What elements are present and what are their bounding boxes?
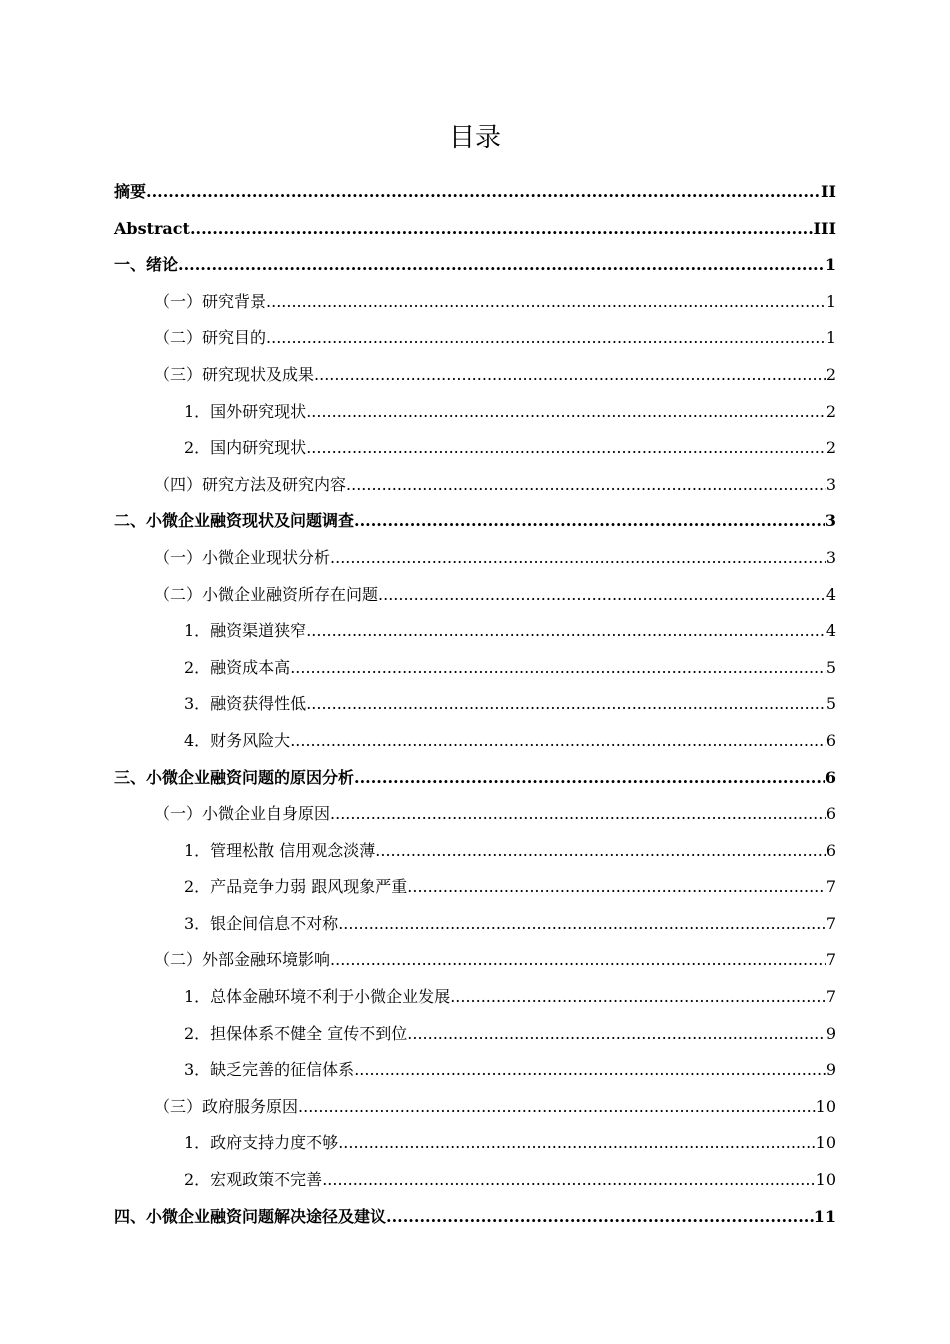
toc-entry[interactable]	[114, 211, 836, 248]
toc-entry-title: （四）研究方法及研究内容	[154, 474, 347, 494]
toc-entry-page: 5	[825, 657, 836, 677]
toc-entry[interactable]	[114, 686, 836, 723]
toc-entry-page: 9	[825, 1023, 836, 1043]
toc-dot-leader	[306, 430, 826, 467]
toc-entry-page: 6	[825, 840, 836, 860]
toc-entry-title: 2．担保体系不健全 宣传不到位	[184, 1023, 408, 1043]
toc-dot-leader	[178, 247, 825, 284]
toc-entry[interactable]	[114, 577, 836, 614]
toc-dot-leader	[306, 394, 826, 431]
toc-dot-leader	[266, 320, 826, 357]
toc-entry[interactable]	[114, 979, 836, 1016]
toc-entry-page: 6	[824, 767, 836, 787]
toc-dot-leader	[450, 979, 826, 1016]
toc-entry-page: 5	[825, 694, 836, 714]
toc-entry-title: 2．产品竞争力弱 跟风现象严重	[184, 877, 408, 897]
toc-entry-page: 4	[825, 621, 836, 641]
toc-entry-page: 2	[825, 401, 836, 421]
toc-entry-page: 1	[824, 255, 836, 275]
toc-entry[interactable]	[114, 174, 836, 211]
toc-entry-title: 3．缺乏完善的征信体系	[184, 1060, 355, 1080]
toc-entry[interactable]	[114, 540, 836, 577]
toc-entry[interactable]	[114, 869, 836, 906]
toc-entry[interactable]	[114, 394, 836, 431]
toc-entry[interactable]	[114, 467, 836, 504]
toc-entry-title: （一）小微企业自身原因	[154, 804, 331, 824]
toc-entry-title: 1．融资渠道狭窄	[184, 621, 307, 641]
toc-dot-leader	[375, 833, 826, 870]
toc-entry-page: 10	[815, 1096, 836, 1116]
toc-dot-leader	[290, 650, 826, 687]
toc-entry[interactable]	[114, 1162, 836, 1199]
toc-entry[interactable]	[114, 613, 836, 650]
toc-entry-page: 7	[825, 987, 836, 1007]
toc-dot-leader	[346, 467, 826, 504]
toc-entry[interactable]	[114, 247, 836, 284]
toc-entry-title: Abstract	[114, 218, 190, 238]
toc-entry-title: 1．管理松散 信用观念淡薄	[184, 840, 376, 860]
toc-entry-page: 6	[825, 804, 836, 824]
toc-entry-title: 二、小微企业融资现状及问题调查	[114, 511, 355, 531]
toc-entry[interactable]	[114, 906, 836, 943]
toc-dot-leader	[354, 1052, 826, 1089]
toc-entry-page: 10	[815, 1170, 836, 1190]
toc-entry-page: III	[813, 218, 836, 238]
toc-entry-page: 11	[813, 1206, 836, 1226]
toc-entry-title: 四、小微企业融资问题解决途径及建议	[114, 1206, 387, 1226]
toc-entry-title: （二）小微企业融资所存在问题	[154, 584, 379, 604]
toc-entry-page: 7	[825, 913, 836, 933]
toc-entry-page: 2	[825, 438, 836, 458]
toc-dot-leader	[330, 540, 826, 577]
toc-dot-leader	[290, 723, 826, 760]
toc-entry[interactable]	[114, 503, 836, 540]
toc-dot-leader	[338, 906, 826, 943]
toc-entry-title: 三、小微企业融资问题的原因分析	[114, 767, 355, 787]
toc-entry[interactable]	[114, 1016, 836, 1053]
toc-entry[interactable]	[114, 284, 836, 321]
toc-entry-title: 1．总体金融环境不利于小微企业发展	[184, 987, 451, 1007]
toc-dot-leader	[322, 1162, 815, 1199]
toc-entry-title: 1．政府支持力度不够	[184, 1133, 339, 1153]
toc-entry-title: 2．国内研究现状	[184, 438, 307, 458]
toc-entry-page: 7	[825, 950, 836, 970]
toc-entry-page: 3	[824, 511, 836, 531]
toc-entry-page: 6	[825, 730, 836, 750]
toc-entry[interactable]	[114, 796, 836, 833]
toc-dot-leader	[407, 1016, 826, 1053]
toc-entry-title: （一）小微企业现状分析	[154, 547, 331, 567]
toc-entry[interactable]	[114, 430, 836, 467]
toc-entry-page: 1	[825, 291, 836, 311]
toc-dot-leader	[378, 577, 826, 614]
toc-entry[interactable]	[114, 1052, 836, 1089]
toc-entry[interactable]	[114, 833, 836, 870]
toc-entry[interactable]	[114, 723, 836, 760]
toc-entry[interactable]	[114, 1089, 836, 1126]
toc-entry-title: （三）研究现状及成果	[154, 364, 315, 384]
toc-entry-title: 4．财务风险大	[184, 730, 291, 750]
toc-entry[interactable]	[114, 650, 836, 687]
toc-entry[interactable]	[114, 760, 836, 797]
toc-entry-title: 一、绪论	[114, 255, 179, 275]
toc-entry[interactable]	[114, 357, 836, 394]
toc-dot-leader	[330, 796, 826, 833]
toc-entry-title: （二）研究目的	[154, 328, 267, 348]
toc-entry-title: 摘要	[114, 182, 147, 201]
toc-entry-page: 1	[825, 328, 836, 348]
toc-dot-leader	[354, 760, 825, 797]
toc-title: 目录	[448, 123, 501, 153]
toc-dot-leader	[306, 613, 826, 650]
toc-entry-page: 10	[815, 1133, 836, 1153]
toc-entry-page: 4	[825, 584, 836, 604]
toc-dot-leader	[386, 1199, 814, 1236]
toc-entry-page: 9	[825, 1060, 836, 1080]
toc-entry-title: 2．宏观政策不完善	[184, 1170, 323, 1190]
toc-entry-title: （一）研究背景	[154, 291, 267, 311]
toc-entry[interactable]	[114, 320, 836, 357]
toc-entry-page: 3	[825, 474, 836, 494]
toc-entry[interactable]	[114, 1199, 836, 1236]
toc-dot-leader	[306, 686, 826, 723]
toc-dot-leader	[298, 1089, 816, 1126]
toc-entry[interactable]	[114, 942, 836, 979]
toc-dot-leader	[338, 1125, 815, 1162]
toc-entry-title: 2．融资成本高	[184, 657, 291, 677]
toc-entry[interactable]	[114, 1125, 836, 1162]
toc-entry-page: 7	[825, 877, 836, 897]
toc-entry-page: 2	[825, 364, 836, 384]
toc-dot-leader	[146, 174, 821, 211]
toc-dot-leader	[314, 357, 826, 394]
toc-entry-title: 3．银企间信息不对称	[184, 913, 339, 933]
toc-list	[114, 174, 836, 1235]
toc-dot-leader	[266, 284, 826, 321]
toc-entry-title: （二）外部金融环境影响	[154, 950, 331, 970]
toc-dot-leader	[330, 942, 826, 979]
toc-entry-page: II	[821, 182, 836, 201]
toc-entry-title: 1．国外研究现状	[184, 401, 307, 421]
toc-entry-title: （三）政府服务原因	[154, 1096, 299, 1116]
toc-entry-title: 3．融资获得性低	[184, 694, 307, 714]
toc-dot-leader	[407, 869, 826, 906]
toc-entry-page: 3	[825, 547, 836, 567]
toc-dot-leader	[190, 211, 814, 248]
toc-dot-leader	[354, 503, 825, 540]
